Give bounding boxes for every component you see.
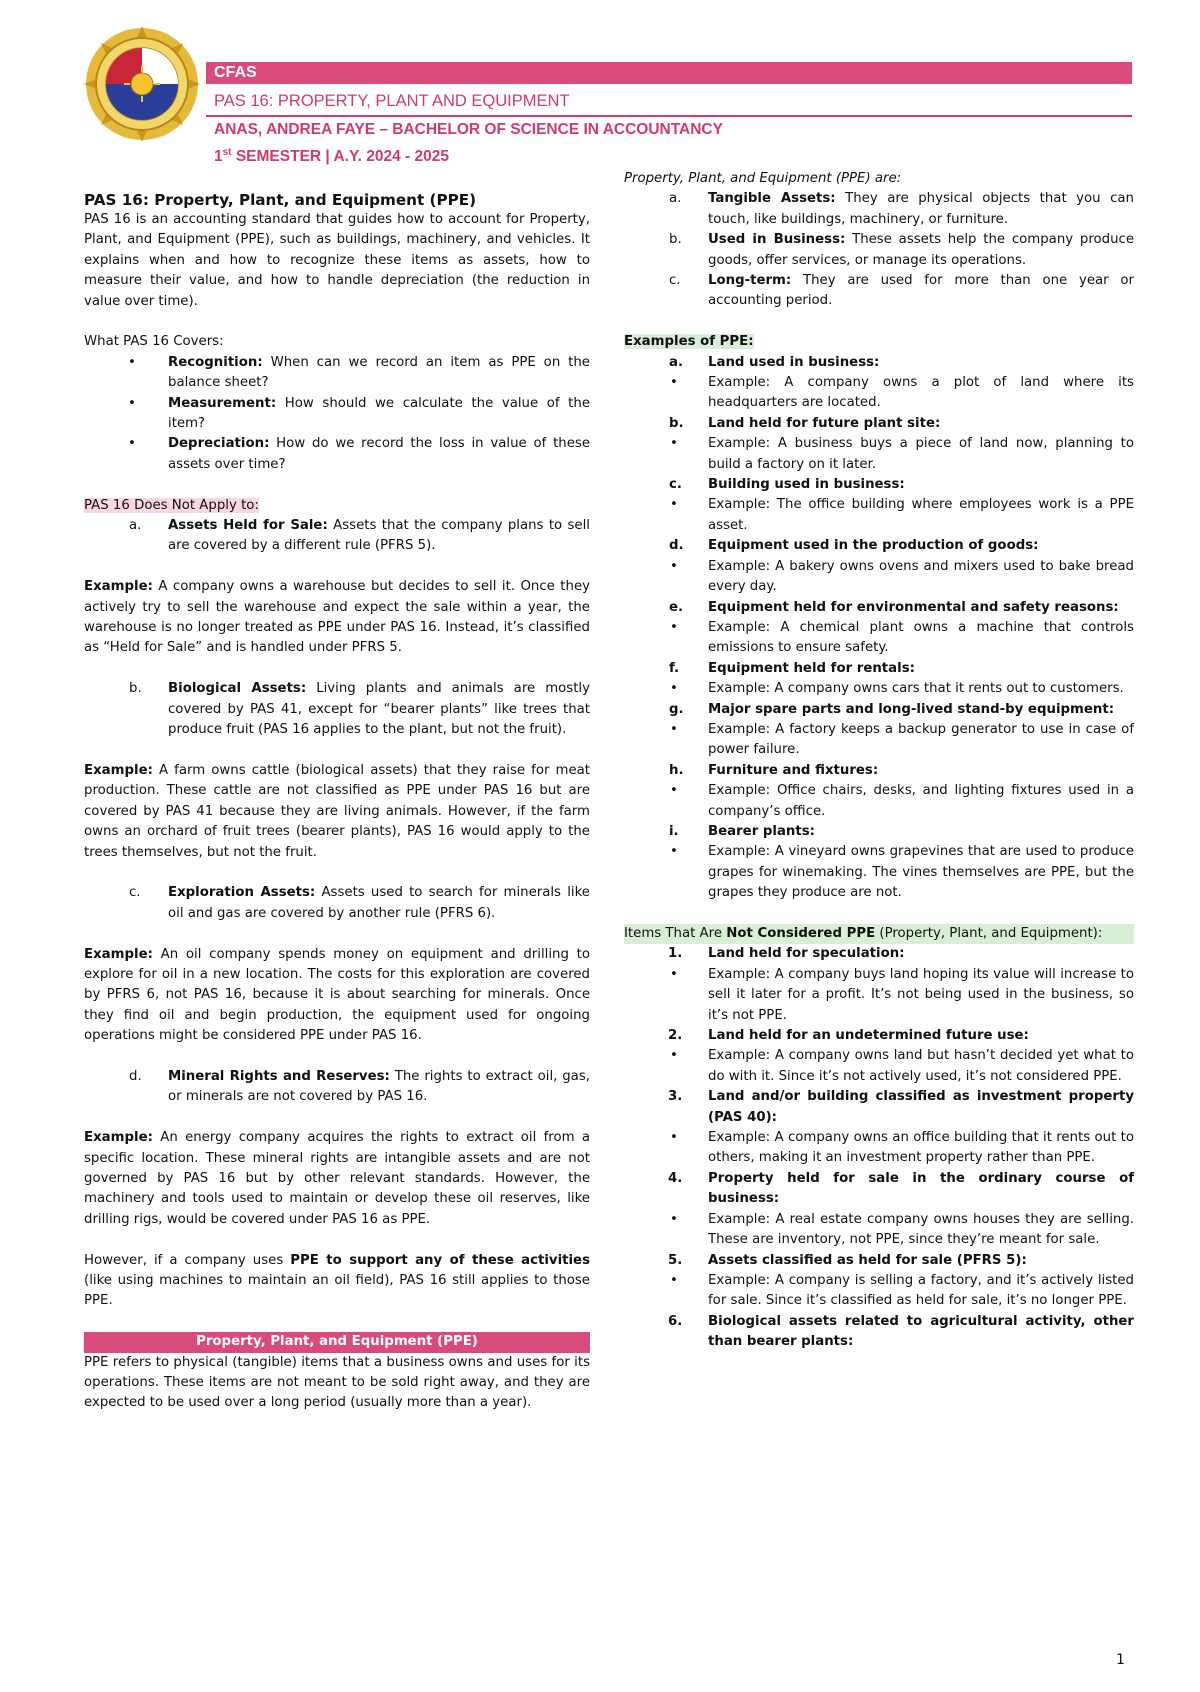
list-item: • Example: A factory keeps a backup generator to use in case of power failure.: [670, 721, 1134, 758]
example-paragraph: Example: A farm owns cattle (biological assets) that they raise for meat production. These cattle are not classified as PPE under PAS 16 but are covered by PAS 41 because they are living animals. However, if the farm owns an orchard of fruit trees (bearer plants), PAS 16 would apply to the trees themselves, but not the fruit.: [84, 762, 590, 860]
list-item: c. Long-term: They are used for more than one year or accounting period.: [669, 273, 1134, 309]
list-item: • Example: A company is selling a factory, and it’s actively listed for sale. Since it’s classified as held for sale, it’s no longer PPE.: [670, 1272, 1134, 1309]
list-item: • Example: A vineyard owns grapevines that are used to produce grapes for winemaking. The vines themselves are PPE, but the grapes they produce are not.: [670, 844, 1134, 901]
intro-paragraph: PAS 16 is an accounting standard that guides how to account for Property, Plant, and Equipment (PPE), such as buildings, machinery, and vehicles. It explains when and how to recognize these items as assets, how to measure their value, and how to handle depreciation (the reduction in value over time).: [84, 212, 590, 309]
ppe-definition: PPE refers to physical (tangible) items that a business owns and uses for its operations. These items are not meant to be sold right away, and they are expected to be used over a long period (usually more than a year).: [84, 1354, 590, 1411]
examples-heading: Examples of PPE:: [624, 334, 754, 350]
list-item: b. Used in Business: These assets help the company produce goods, offer services, or manage its operations.: [669, 232, 1134, 268]
list-item: • Recognition: When can we record an item as PPE on the balance sheet?: [128, 354, 590, 391]
list-item: 2. Land held for an undetermined future use:: [668, 1028, 1029, 1044]
ppe-section-banner: Property, Plant, and Equipment (PPE): [84, 1332, 590, 1352]
covers-heading: What PAS 16 Covers:: [84, 334, 224, 350]
list-item: • Example: Office chairs, desks, and lighting fixtures used in a company’s office.: [670, 783, 1134, 819]
list-item: 5. Assets classified as held for sale (PFRS 5):: [668, 1252, 1027, 1268]
not-ppe-heading: Items That Are Not Considered PPE (Property, Plant, and Equipment):: [624, 924, 1134, 944]
list-item: d. Mineral Rights and Reserves: The rights to extract oil, gas, or minerals are not covered by PAS 16.: [129, 1068, 590, 1105]
list-item: a. Land used in business:: [669, 354, 880, 370]
list-item: a. Assets Held for Sale: Assets that the company plans to sell are covered by a different rule (PFRS 5).: [129, 518, 590, 554]
list-item: • Example: A business buys a piece of land now, planning to build a factory on it later.: [670, 436, 1134, 472]
page-number: 1: [1116, 1652, 1125, 1668]
list-item: • Example: The office building where employees work is a PPE asset.: [670, 497, 1134, 533]
list-item: 1. Land held for speculation:: [668, 946, 905, 962]
not-apply-heading: PAS 16 Does Not Apply to:: [84, 497, 259, 513]
list-item: • Example: A real estate company owns houses they are selling. These are inventory, not PPE, since they’re meant for sale.: [670, 1211, 1134, 1248]
list-item: • Example: A company owns land but hasn’t decided yet what to do with it. Since it’s not actively used, it’s not considered PPE.: [670, 1048, 1134, 1084]
list-item: h. Furniture and fixtures:: [669, 762, 879, 778]
list-item: g. Major spare parts and long-lived stand-by equipment:: [669, 701, 1115, 717]
list-item: • Measurement: How should we calculate the value of the item?: [128, 395, 590, 432]
right-column: [624, 169, 1134, 1353]
list-item: c. Building used in business:: [669, 477, 905, 493]
list-item: • Example: A company buys land hoping its value will increase to sell it later for a profit. It’s not being used in the business, so it’s not PPE.: [670, 966, 1134, 1023]
list-item: • Example: A company owns a plot of land where its headquarters are located.: [670, 375, 1134, 411]
list-item: d. Equipment used in the production of goods:: [669, 538, 1039, 554]
left-column: [84, 190, 590, 1414]
section-heading-pas16: PAS 16: Property, Plant, and Equipment (PPE): [84, 191, 477, 209]
list-item: 6. Biological assets related to agricultural activity, other than bearer plants:: [668, 1313, 1134, 1350]
list-item: • Example: A chemical plant owns a machine that controls emissions to ensure safety.: [670, 619, 1134, 656]
however-paragraph: However, if a company uses PPE to support any of these activities (like using machines to maintain an oil field), PAS 16 still applies to those PPE.: [84, 1252, 590, 1309]
example-paragraph: Example: An energy company acquires the rights to extract oil from a specific location. These mineral rights are intangible assets and are not governed by PAS 16 but by other relevant standards. However, the machinery and tools used to maintain or develop these oil reserves, like drilling rigs, would be covered under PAS 16 as PPE.: [84, 1130, 590, 1227]
list-item: b. Biological Assets: Living plants and animals are mostly covered by PAS 41, except for “bearer plants” like trees that produce fruit (PAS 16 applies to the plant, but not the fruit).: [129, 681, 590, 738]
list-item: 4. Property held for sale in the ordinary course of business:: [668, 1170, 1134, 1207]
list-item: • Example: A company owns cars that it rents out to customers.: [670, 681, 1124, 697]
example-paragraph: Example: A company owns a warehouse but decides to sell it. Once they actively try to sell the warehouse and expect the sale within a year, the warehouse is no longer treated as PPE under PAS 16. Instead, it’s classified as “Held for Sale” and is handled under PFRS 5.: [84, 579, 590, 656]
course-banner: CFAS: [206, 62, 1132, 84]
list-item: a. Tangible Assets: They are physical objects that you can touch, like buildings, machinery, or furniture.: [669, 191, 1134, 227]
list-item: • Depreciation: How do we record the loss in value of these assets over time?: [128, 436, 590, 472]
list-item: e. Equipment held for environmental and safety reasons:: [669, 599, 1119, 615]
semester-line: 1st SEMESTER | A.Y. 2024 - 2025: [214, 147, 449, 166]
example-paragraph: Example: An oil company spends money on equipment and drilling to explore for oil in a new location. The costs for this exploration are covered by PFRS 6, not PAS 16, because it is about searching for minerals. Once they find oil and begin production, the equipment used for ongoing operations might be considered PPE under PAS 16.: [84, 946, 590, 1044]
list-item: • Example: A bakery owns ovens and mixers used to bake bread every day.: [670, 558, 1134, 595]
list-item: 3. Land and/or building classified as investment property (PAS 40):: [668, 1089, 1134, 1125]
list-item: f. Equipment held for rentals:: [669, 660, 915, 676]
author-line: ANAS, ANDREA FAYE – BACHELOR OF SCIENCE IN ACCOUNTANCY: [214, 121, 723, 138]
document-title: PAS 16: PROPERTY, PLANT AND EQUIPMENT: [206, 90, 1132, 117]
university-seal-icon: [84, 26, 200, 142]
list-item: c. Exploration Assets: Assets used to search for minerals like oil and gas are covered by another rule (PFRS 6).: [129, 885, 590, 921]
list-item: • Example: A company owns an office building that it rents out to others, making it an investment property rather than PPE.: [670, 1130, 1134, 1166]
ppe-are-heading: Property, Plant, and Equipment (PPE) are:: [624, 171, 902, 186]
list-item: b. Land held for future plant site:: [669, 415, 941, 431]
list-item: i. Bearer plants:: [669, 823, 815, 839]
